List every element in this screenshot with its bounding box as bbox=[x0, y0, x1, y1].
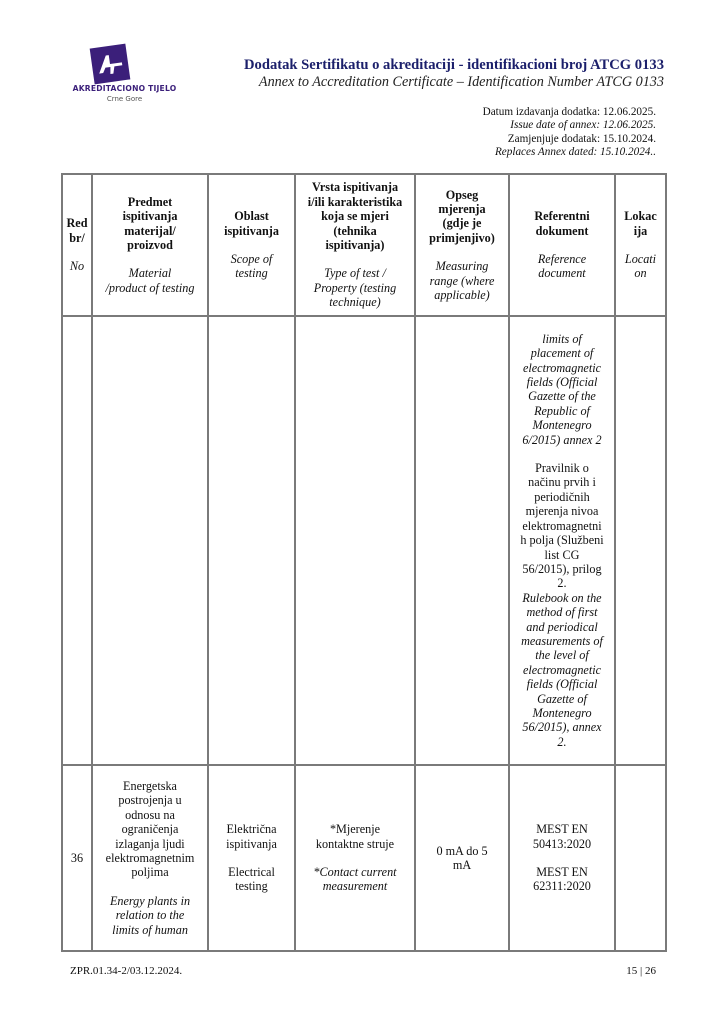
header-label-en: Reference bbox=[537, 252, 587, 266]
document-code: ZPR.01.34-2/03.12.2024. bbox=[70, 965, 183, 977]
header-label-en: Scope of bbox=[230, 252, 273, 266]
reference-text-en: electromagnetic bbox=[522, 662, 602, 677]
header-label-en: /product of testing bbox=[105, 280, 195, 295]
header-label: dokument bbox=[535, 223, 589, 238]
spacer bbox=[95, 252, 205, 266]
location-cell bbox=[615, 765, 666, 951]
reference-text-en: measurements of bbox=[521, 633, 603, 648]
material-text: poljima bbox=[131, 865, 169, 880]
header-cell bbox=[295, 174, 415, 316]
reference-text: h polja (Službeni bbox=[520, 533, 604, 548]
scope-text: Električna bbox=[226, 822, 277, 837]
reference-text: načinu prvih i bbox=[528, 475, 596, 490]
replaces-date: Zamjenjuje dodatak: 15.10.2024. bbox=[507, 132, 656, 145]
reference-text-en: 2. bbox=[557, 734, 567, 749]
spacer bbox=[298, 252, 412, 266]
material-text: odnosu na bbox=[125, 807, 175, 822]
accreditation-body-logo bbox=[62, 44, 212, 112]
location-cell bbox=[615, 316, 666, 765]
material-text: Energetska bbox=[123, 778, 177, 793]
header-label-en: on bbox=[634, 266, 647, 281]
material-cell bbox=[92, 765, 208, 951]
header-label: Oblast bbox=[234, 209, 269, 224]
header-label-en: technique) bbox=[329, 295, 381, 310]
header-label: Predmet bbox=[127, 194, 173, 209]
page-number: 15 | 26 bbox=[626, 965, 656, 977]
scope-text-en: testing bbox=[235, 879, 268, 894]
reference-text-en: limits of bbox=[542, 331, 582, 346]
header-label: Vrsta ispitivanja bbox=[311, 180, 399, 195]
at-logo-icon bbox=[90, 44, 131, 85]
header-label: koja se mjeri bbox=[321, 209, 389, 224]
reference-text: list CG bbox=[544, 547, 580, 562]
header-cell bbox=[92, 174, 208, 316]
header-label: ija bbox=[633, 223, 648, 238]
table-row bbox=[62, 765, 666, 951]
reference-text: periodičnih bbox=[534, 489, 590, 504]
header-label: Lokac bbox=[624, 209, 657, 224]
reference-text-en: method of first bbox=[526, 605, 598, 620]
test-type-text-en: *Contact current bbox=[313, 865, 397, 879]
reference-standard: MEST EN bbox=[536, 822, 588, 837]
header-label-en: applicable) bbox=[434, 288, 490, 303]
logo-org-name: AKREDITACIONO TIJELO bbox=[72, 84, 177, 93]
material-text-en: limits of human bbox=[112, 922, 188, 937]
header-label-en: range (where bbox=[429, 273, 495, 288]
reference-text: 2. bbox=[557, 576, 567, 591]
reference-text-en: and periodical bbox=[526, 619, 598, 634]
row-number-cell bbox=[62, 316, 92, 765]
spacer bbox=[211, 238, 292, 252]
logo-org-subtitle: Crne Gore bbox=[106, 95, 143, 103]
header-label: ispitivanja bbox=[224, 223, 279, 238]
reference-text: elektromagnetni bbox=[522, 518, 602, 533]
reference-text-en: electromagnetic bbox=[522, 360, 602, 375]
reference-text-en: the level of bbox=[535, 648, 589, 663]
header-label-en: document bbox=[538, 266, 586, 281]
scope-text: ispitivanja bbox=[226, 836, 277, 851]
header-label-en: testing bbox=[235, 266, 268, 281]
material-cell bbox=[92, 316, 208, 765]
header-cell bbox=[208, 174, 295, 316]
header-label: Opseg bbox=[445, 187, 479, 202]
scope-cell bbox=[208, 316, 295, 765]
header-label-en: Measuring bbox=[435, 259, 489, 274]
header-label: Red bbox=[66, 216, 88, 231]
spacer bbox=[95, 880, 205, 894]
spacer bbox=[512, 851, 612, 865]
reference-text-en: fields (Official bbox=[526, 375, 598, 390]
reference-text: mjerenja nivoa bbox=[525, 504, 599, 519]
material-text: elektromagnetnim bbox=[105, 851, 195, 865]
material-text: izlaganja ljudi bbox=[115, 836, 185, 851]
reference-text-en: Gazette of the bbox=[528, 389, 596, 404]
reference-text-en: fields (Official bbox=[526, 677, 598, 692]
header-label: ispitivanja) bbox=[325, 238, 385, 252]
header-label: i/ili karakteristika bbox=[307, 194, 403, 209]
reference-cell bbox=[509, 765, 615, 951]
reference-standard: 62311:2020 bbox=[533, 879, 591, 894]
reference-text: 56/2015), prilog bbox=[522, 561, 602, 576]
accreditation-scope-table bbox=[61, 173, 667, 952]
document-title: Dodatak Sertifikatu o akreditaciji - identifikacioni broj ATCG 0133 bbox=[244, 57, 664, 73]
reference-standard: MEST EN bbox=[536, 865, 588, 879]
range-cell bbox=[415, 765, 509, 951]
test-type-text-en: measurement bbox=[322, 879, 388, 894]
scope-text-en: Electrical bbox=[228, 865, 275, 879]
annex-dates bbox=[400, 106, 656, 159]
reference-text: Pravilnik o bbox=[535, 461, 589, 476]
header-label-en: Locati bbox=[624, 252, 657, 266]
reference-text-en: 6/2015) annex 2 bbox=[522, 432, 602, 447]
header-label: br/ bbox=[69, 230, 85, 245]
header-label: ispitivanja bbox=[122, 209, 178, 224]
spacer bbox=[65, 245, 89, 259]
test-type-text: *Mjerenje bbox=[329, 822, 381, 837]
spacer bbox=[512, 447, 612, 461]
header-label-en: Type of test / bbox=[324, 266, 386, 281]
range-text: 0 mA do 5 bbox=[436, 843, 488, 858]
issue-date-en: Issue date of annex: 12.06.2025. bbox=[510, 119, 656, 132]
header-label: primjenjivo) bbox=[429, 230, 495, 245]
material-text: postrojenja u bbox=[118, 793, 182, 808]
reference-text-en: Montenegro bbox=[532, 705, 592, 720]
reference-text-en: Montenegro bbox=[532, 418, 592, 433]
replaces-date-en: Replaces Annex dated: 15.10.2024.. bbox=[494, 145, 656, 158]
spacer bbox=[512, 238, 612, 252]
header-cell bbox=[509, 174, 615, 316]
header-label: proizvod bbox=[127, 238, 173, 252]
range-cell bbox=[415, 316, 509, 765]
reference-text-en: Republic of bbox=[534, 403, 590, 418]
row-number-cell: 36 bbox=[62, 765, 92, 951]
spacer bbox=[298, 851, 412, 865]
reference-text-en: Gazette of bbox=[537, 691, 587, 706]
scope-cell bbox=[208, 765, 295, 951]
header-label: (gdje je bbox=[442, 216, 482, 231]
range-text: mA bbox=[452, 858, 472, 872]
table-header-row bbox=[62, 174, 666, 316]
material-text-en: relation to the bbox=[115, 908, 185, 923]
table-row bbox=[62, 316, 666, 765]
material-text-en: Energy plants in bbox=[109, 893, 191, 908]
header-label: materijal/ bbox=[124, 223, 176, 238]
test-type-cell bbox=[295, 765, 415, 951]
header-label: (tehnika bbox=[333, 223, 377, 238]
header-label-en: Material bbox=[128, 266, 172, 281]
header-cell bbox=[615, 174, 666, 316]
reference-standard: 50413:2020 bbox=[532, 836, 592, 851]
spacer bbox=[618, 238, 663, 252]
reference-text-en: Rulebook on the bbox=[522, 590, 602, 605]
document-title-en: Annex to Accreditation Certificate – Identification Number ATCG 0133 bbox=[258, 74, 664, 90]
issue-date: Datum izdavanja dodatka: 12.06.2025. bbox=[482, 106, 656, 118]
reference-text-en: 56/2015), annex bbox=[522, 720, 602, 735]
material-text: ograničenja bbox=[121, 822, 179, 837]
reference-text-en: placement of bbox=[530, 346, 594, 361]
spacer bbox=[211, 851, 292, 865]
header-label: mjerenja bbox=[438, 201, 486, 216]
header-cell bbox=[62, 174, 92, 316]
test-type-text: kontaktne struje bbox=[315, 836, 395, 851]
spacer bbox=[418, 245, 506, 259]
header-cell bbox=[415, 174, 509, 316]
test-type-cell bbox=[295, 316, 415, 765]
reference-cell bbox=[509, 316, 615, 765]
header-label-en: Property (testing bbox=[313, 280, 397, 295]
header-label: Referentni bbox=[534, 209, 590, 224]
header-label-en: No bbox=[69, 259, 85, 274]
